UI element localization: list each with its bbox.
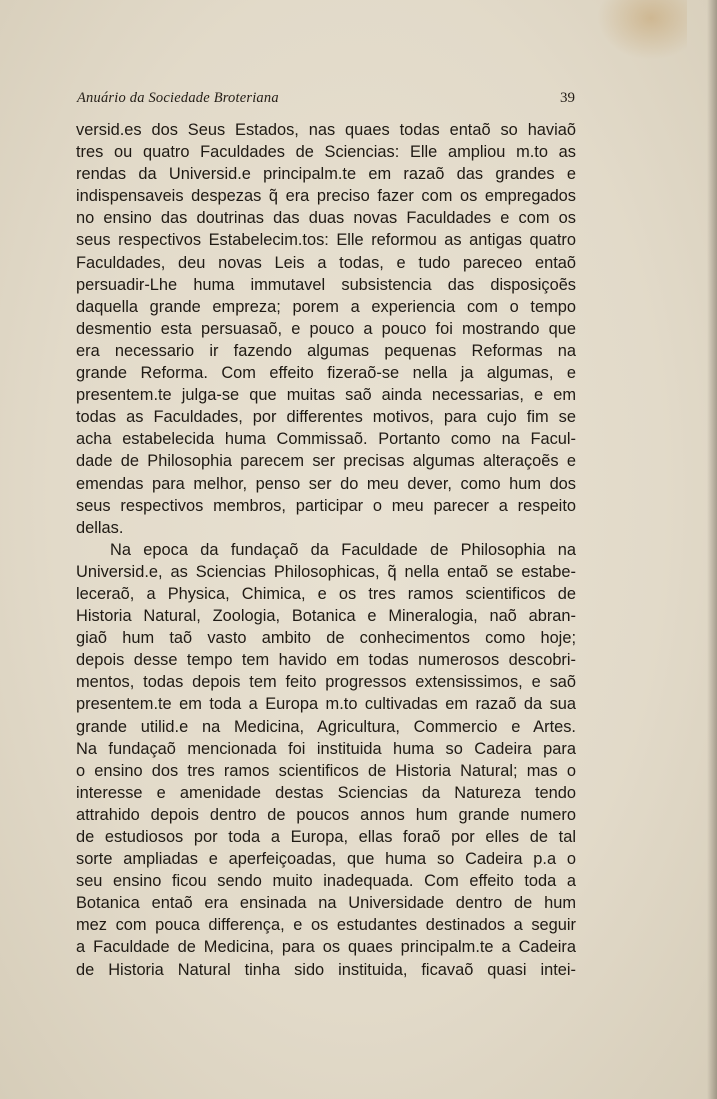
text-line: Faculdades, deu novas Leis a todas, e tudo pareceo entaõ	[76, 253, 576, 272]
text-line: Botanica entaõ era ensinada na Universidade dentro de hum	[76, 894, 576, 913]
text-line: Universid.e, as Sciencias Philosophicas, q̃ nella entaõ se estabe-	[76, 562, 576, 581]
page-number: 39	[560, 90, 575, 106]
text-line: Na fundaçaõ mencionada foi instituida huma so Cadeira para	[76, 739, 576, 758]
text-line: seus respectivos membros, participar o meu parecer a respeito	[76, 496, 576, 515]
text-line: persuadir-Lhe huma immutavel subsistencia das disposiçoẽs	[76, 275, 576, 294]
text-line: leceraõ, a Physica, Chimica, e os tres ramos scientificos de	[76, 584, 576, 603]
page-edge-shadow	[707, 0, 717, 1099]
text-line: versid.es dos Seus Estados, nas quaes todas entaõ so haviaõ	[76, 121, 576, 139]
text-line: presentem.te em toda a Europa m.to cultivadas em razaõ da sua	[76, 695, 576, 714]
text-line: tres ou quatro Faculdades de Sciencias: Elle ampliou m.to as	[76, 143, 576, 162]
text-line: de Historia Natural tinha sido instituida, ficavaõ quasi intei-	[76, 960, 576, 979]
text-line: presentem.te julga-se que muitas saõ ainda necessarias, e em	[76, 386, 576, 405]
text-line: grande utilid.e na Medicina, Agricultura, Commercio e Artes.	[76, 717, 576, 736]
text-line: dade de Philosophia parecem ser precisas algumas alteraçoẽs e	[76, 452, 576, 471]
text-line: attrahido depois dentro de poucos annos hum grande numero	[76, 805, 576, 824]
text-line: rendas da Universid.e principalm.te em razaõ das grandes e	[76, 165, 576, 184]
text-line: emendas para melhor, penso ser do meu dever, como hum dos	[76, 474, 576, 493]
text-line: a Faculdade de Medicina, para os quaes principalm.te a Cadeira	[76, 938, 576, 957]
text-line: indispensaveis despezas q̃ era preciso fazer com os empregados	[76, 187, 576, 206]
text-line: mez com pouca differença, e os estudantes destinados a seguir	[76, 916, 576, 935]
body-text	[76, 119, 576, 981]
text-line: seu ensino ficou sendo muito inadequada. Com effeito toda a	[76, 872, 576, 891]
text-line: mentos, todas depois tem feito progressos extensissimos, e saõ	[76, 673, 576, 692]
text-line: daquella grande empreza; porem a experiencia com o tempo	[76, 297, 576, 316]
text-line: giaõ hum taõ vasto ambito de conhecimentos como hoje;	[76, 629, 576, 648]
text-line: no ensino das doutrinas das duas novas Faculdades e com os	[76, 209, 576, 228]
text-line: sorte ampliadas e aperfeiçoadas, que huma so Cadeira p.a o	[76, 850, 576, 869]
page-stain	[597, 0, 687, 60]
text-line: interesse e amenidade destas Sciencias da Natureza tendo	[76, 783, 576, 802]
text-line: desmentio esta persuasaõ, e pouco a pouco foi mostrando que	[76, 319, 576, 338]
text-line: acha estabelecida huma Commissaõ. Portanto como na Facul-	[76, 430, 576, 449]
text-line: dellas.	[76, 518, 124, 537]
text-line: todas as Faculdades, por differentes motivos, para cujo fim se	[76, 408, 576, 427]
text-line: era necessario ir fazendo algumas pequenas Reformas na	[76, 341, 576, 360]
text-line: de estudiosos por toda a Europa, ellas foraõ por elles de tal	[76, 828, 576, 846]
text-line: depois desse tempo tem havido em todas numerosos descobri-	[76, 651, 576, 670]
text-line: Historia Natural, Zoologia, Botanica e Mineralogia, naõ abran-	[76, 607, 576, 626]
text-line: seus respectivos Estabelecim.tos: Elle reformou as antigas quatro	[76, 231, 576, 250]
text-line: o ensino dos tres ramos scientificos de Historia Natural; mas o	[76, 761, 576, 780]
text-line: Na epoca da fundaçaõ da Faculdade de Philosophia na	[110, 540, 576, 559]
running-head: Anuário da Sociedade Broteriana	[77, 90, 279, 106]
page-header	[77, 90, 575, 110]
text-line: grande Reforma. Com effeito fizeraõ-se nella ja algumas, e	[76, 364, 576, 383]
